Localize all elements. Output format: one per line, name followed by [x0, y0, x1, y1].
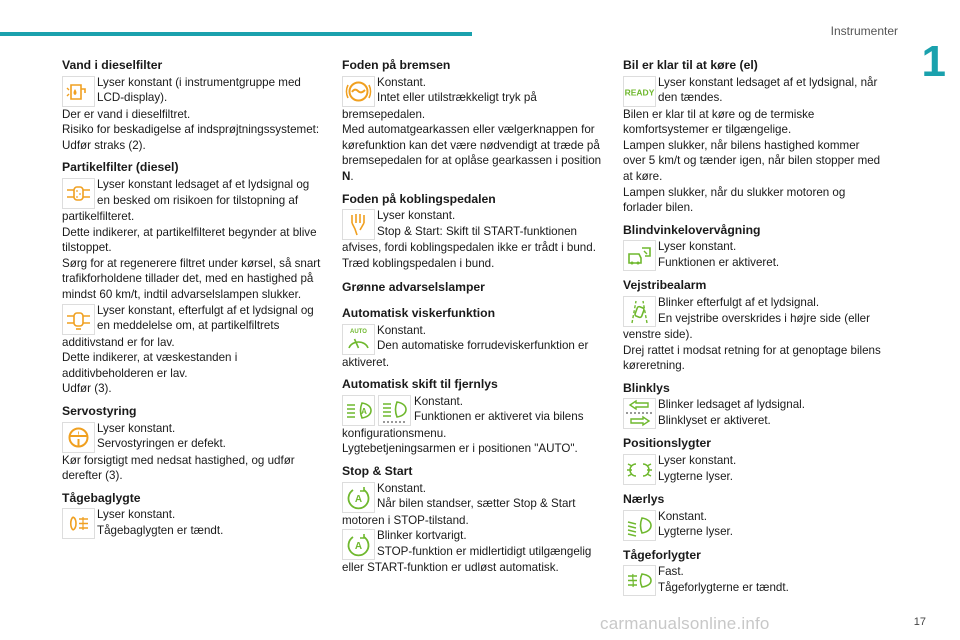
svg-text:A: A — [361, 406, 367, 416]
entry-particle-filter: Lyser konstant ledsaget af et lydsignal og en besked om risikoen for tilstopning af — [62, 177, 324, 209]
entry-ready: READY Lyser konstant ledsaget af et lydsignal, når den tændes. — [623, 75, 885, 107]
heading-front-fog: Tågeforlygter — [623, 547, 701, 562]
heading-rear-fog: Tågebaglygte — [62, 490, 141, 505]
entry-position-lights: Lyser konstant. Lygterne lyser. — [623, 453, 885, 485]
particle-filter-icon — [62, 304, 95, 335]
entry-power-steering: ! Lyser konstant. Servostyringen er defekt. — [62, 421, 324, 453]
section-title: Instrumenter — [830, 24, 898, 38]
brake-gearbox-text: Med automatgearkassen eller vælgerknappen for kørefunktion kan det være nødvendigt at træde på bremsepedalen for at oplåse gearkassen i position N. — [342, 123, 602, 183]
svg-text:READY: READY — [624, 87, 655, 98]
foot-on-clutch-icon — [342, 209, 375, 240]
column-2: Foden på bremsen Konstant. Intet eller utilstrækkeligt tryk på bremsepedalen. Med automatgearkassen eller vælgerknappen for kørefunktion kan det være nødvendigt at træde på bremsepedalen for at oplåse gearkassen i position N. Foden på koblingspedalen Lyser konstant. Stop & Start: Skift til START-funktionen afvises, fordi koblingspedalen ikke er trådt i bund. Træd koblingspedalen i bund. Grønne advarselslamper Automatisk viskerfunktion AUTO Konstant. Den automatiske forrudeviskerfunktion er aktiveret. Automatisk skift til fjernlys A Konstant. Funktionen er aktiveret via bilens konfigurationsmenu. Lygtebetjeningsarmen er i positionen "AUTO". Stop & Start A Konstant. Når bilen standser, sætter Stop & Start motoren i STOP-tilstand. A Blinker kortvarigt. STOP-funktion er midlertidigt utilgængelig eller START-funktion er udløst automatisk. — [342, 58, 604, 576]
entry-dipped-beam: Konstant. Lygterne lyser. — [623, 509, 885, 541]
entry-auto-wiper: AUTO Konstant. Den automatiske forrudeviskerfunktion er — [342, 323, 604, 355]
entry-foot-on-brake: Konstant. Intet eller utilstrækkeligt tryk på — [342, 75, 604, 107]
heading-ready: Bil er klar til at køre (el) — [623, 58, 758, 72]
column-3: Bil er klar til at køre (el) READY Lyser konstant ledsaget af et lydsignal, når den tændes. Bilen er klar til at køre og de termiske komfortsystemer er tilgængelige. Lampen slukker, når bilens hastighed kommer over 5 km/t og tænder igen, når bilen stopper med at køre. Lampen slukker, når du slukker motoren og forlader bilen. Blindvinkelovervågning Lyser konstant. Funktionen er aktiveret. Vejstribealarm Blinker efterfulgt af et lydsignal. En vejstribe overskrides i højre side (eller venstre side). Drej rattet i modsat retning for at genoptage bilens køreretning. Blinklys Blinker ledsaget af lydsignal. Blinklyset er aktiveret. Positionslygter Lyser konstant. Lygterne lyser. Nærlys Konstant. Lygterne lyser. Tågeforlygter Fast. Tågeforlygterne er tændt. — [623, 58, 885, 596]
entry-blind-spot: Lyser konstant. Funktionen er aktiveret. — [623, 239, 885, 271]
foot-on-brake-icon — [342, 76, 375, 107]
page-number: 17 — [913, 616, 926, 628]
heading-green-lamps: Grønne advarselslamper — [342, 280, 485, 295]
heading-particle-filter: Partikelfilter (diesel) — [62, 160, 179, 175]
entry-stop-start-flashing: A Blinker kortvarigt. STOP-funktion er midlertidigt utilgængelig — [342, 528, 604, 560]
front-fog-icon — [623, 565, 656, 596]
heading-foot-on-brake: Foden på bremsen — [342, 58, 451, 72]
entry-stop-start: A Konstant. Når bilen standser, sætter Stop & Start — [342, 481, 604, 513]
steering-wheel-icon — [62, 422, 95, 453]
entry-foot-on-clutch: Lyser konstant. Stop & Start: Skift til START-funktionen — [342, 208, 604, 240]
blind-spot-icon — [623, 240, 656, 271]
high-beam-icon — [378, 395, 411, 426]
heading-stop-start: Stop & Start — [342, 463, 413, 478]
entry-water-in-filter: Lyser konstant (i instrumentgruppe med LCD-display). — [62, 75, 324, 107]
stop-start-icon — [342, 482, 375, 513]
column-1: Vand i dieselfilter Lyser konstant (i instrumentgruppe med LCD-display). Der er vand i dieselfiltret. Risiko for beskadigelse af indsprøjtningssystemet: Udfør straks (2). Partikelfilter (diesel) Lyser konstant ledsaget af et lydsignal og en besked om risikoen for tilstopning af partikelfilteret. Dette indikerer, at partikelfilteret begynder at blive tilstoppet. Sørg for at regenerere filtret under kørsel, så snart trafikforholdene tillader det, med en hastighed på mindst 60 km/t, indtil advarselslampen slukker. Lyser konstant, efterfulgt af et lydsignal og en meddelelse om, at partikelfiltrets additivstand er for lav. Dette indikerer, at væskestanden i additivbeholderen er lav. Udfør (3). Servostyring ! Lyser konstant. Servostyringen er defekt. Kør forsigtigt med nedsat hastighed, og udfør derefter (3). Tågebaglygte Lyser konstant. Tågebaglygten er tændt. — [62, 58, 324, 539]
heading-dipped-beam: Nærlys — [623, 491, 665, 506]
auto-high-beam-icon — [342, 395, 375, 426]
entry-rear-fog: Lyser konstant. Tågebaglygten er tændt. — [62, 507, 324, 539]
heading-water-in-filter: Vand i dieselfilter — [62, 58, 163, 72]
header-accent-bar — [0, 32, 472, 36]
watermark: carmanualsonline.info — [600, 614, 770, 633]
heading-foot-on-clutch: Foden på koblingspedalen — [342, 191, 496, 206]
entry-particle-additive: Lyser konstant, efterfulgt af et lydsignal og en meddelelse om, at partikelfiltrets — [62, 303, 324, 335]
heading-blind-spot: Blindvinkelovervågning — [623, 222, 761, 237]
turn-signal-icon — [623, 398, 656, 429]
entry-lane-departure: Blinker efterfulgt af et lydsignal. En vejstribe overskrides i højre side (eller — [623, 295, 885, 327]
water-in-fuel-icon — [62, 76, 95, 107]
heading-power-steering: Servostyring — [62, 403, 137, 418]
ready-icon — [623, 76, 656, 107]
heading-auto-wiper: Automatisk viskerfunktion — [342, 305, 496, 320]
lane-departure-icon — [623, 296, 656, 327]
heading-auto-high-beam: Automatisk skift til fjernlys — [342, 377, 498, 392]
svg-text:!: ! — [77, 431, 80, 438]
rear-fog-icon — [62, 508, 95, 539]
chapter-number: 1 — [921, 37, 946, 86]
particle-filter-icon — [62, 178, 95, 209]
svg-text:A: A — [354, 541, 363, 553]
heading-position-lights: Positionslygter — [623, 436, 712, 451]
heading-turn-signal: Blinklys — [623, 380, 670, 395]
svg-text:A: A — [354, 493, 363, 505]
position-lights-icon — [623, 454, 656, 485]
dipped-beam-icon — [623, 510, 656, 541]
entry-front-fog: Fast. Tågeforlygterne er tændt. — [623, 564, 885, 596]
entry-turn-signal: Blinker ledsaget af lydsignal. Blinklyset er aktiveret. — [623, 397, 885, 429]
auto-wiper-icon — [342, 324, 375, 355]
heading-lane-departure: Vejstribealarm — [623, 278, 707, 293]
svg-text:AUTO: AUTO — [350, 328, 367, 335]
entry-auto-high-beam: A Konstant. Funktionen er aktiveret via bilens — [342, 394, 604, 426]
stop-start-icon — [342, 529, 375, 560]
